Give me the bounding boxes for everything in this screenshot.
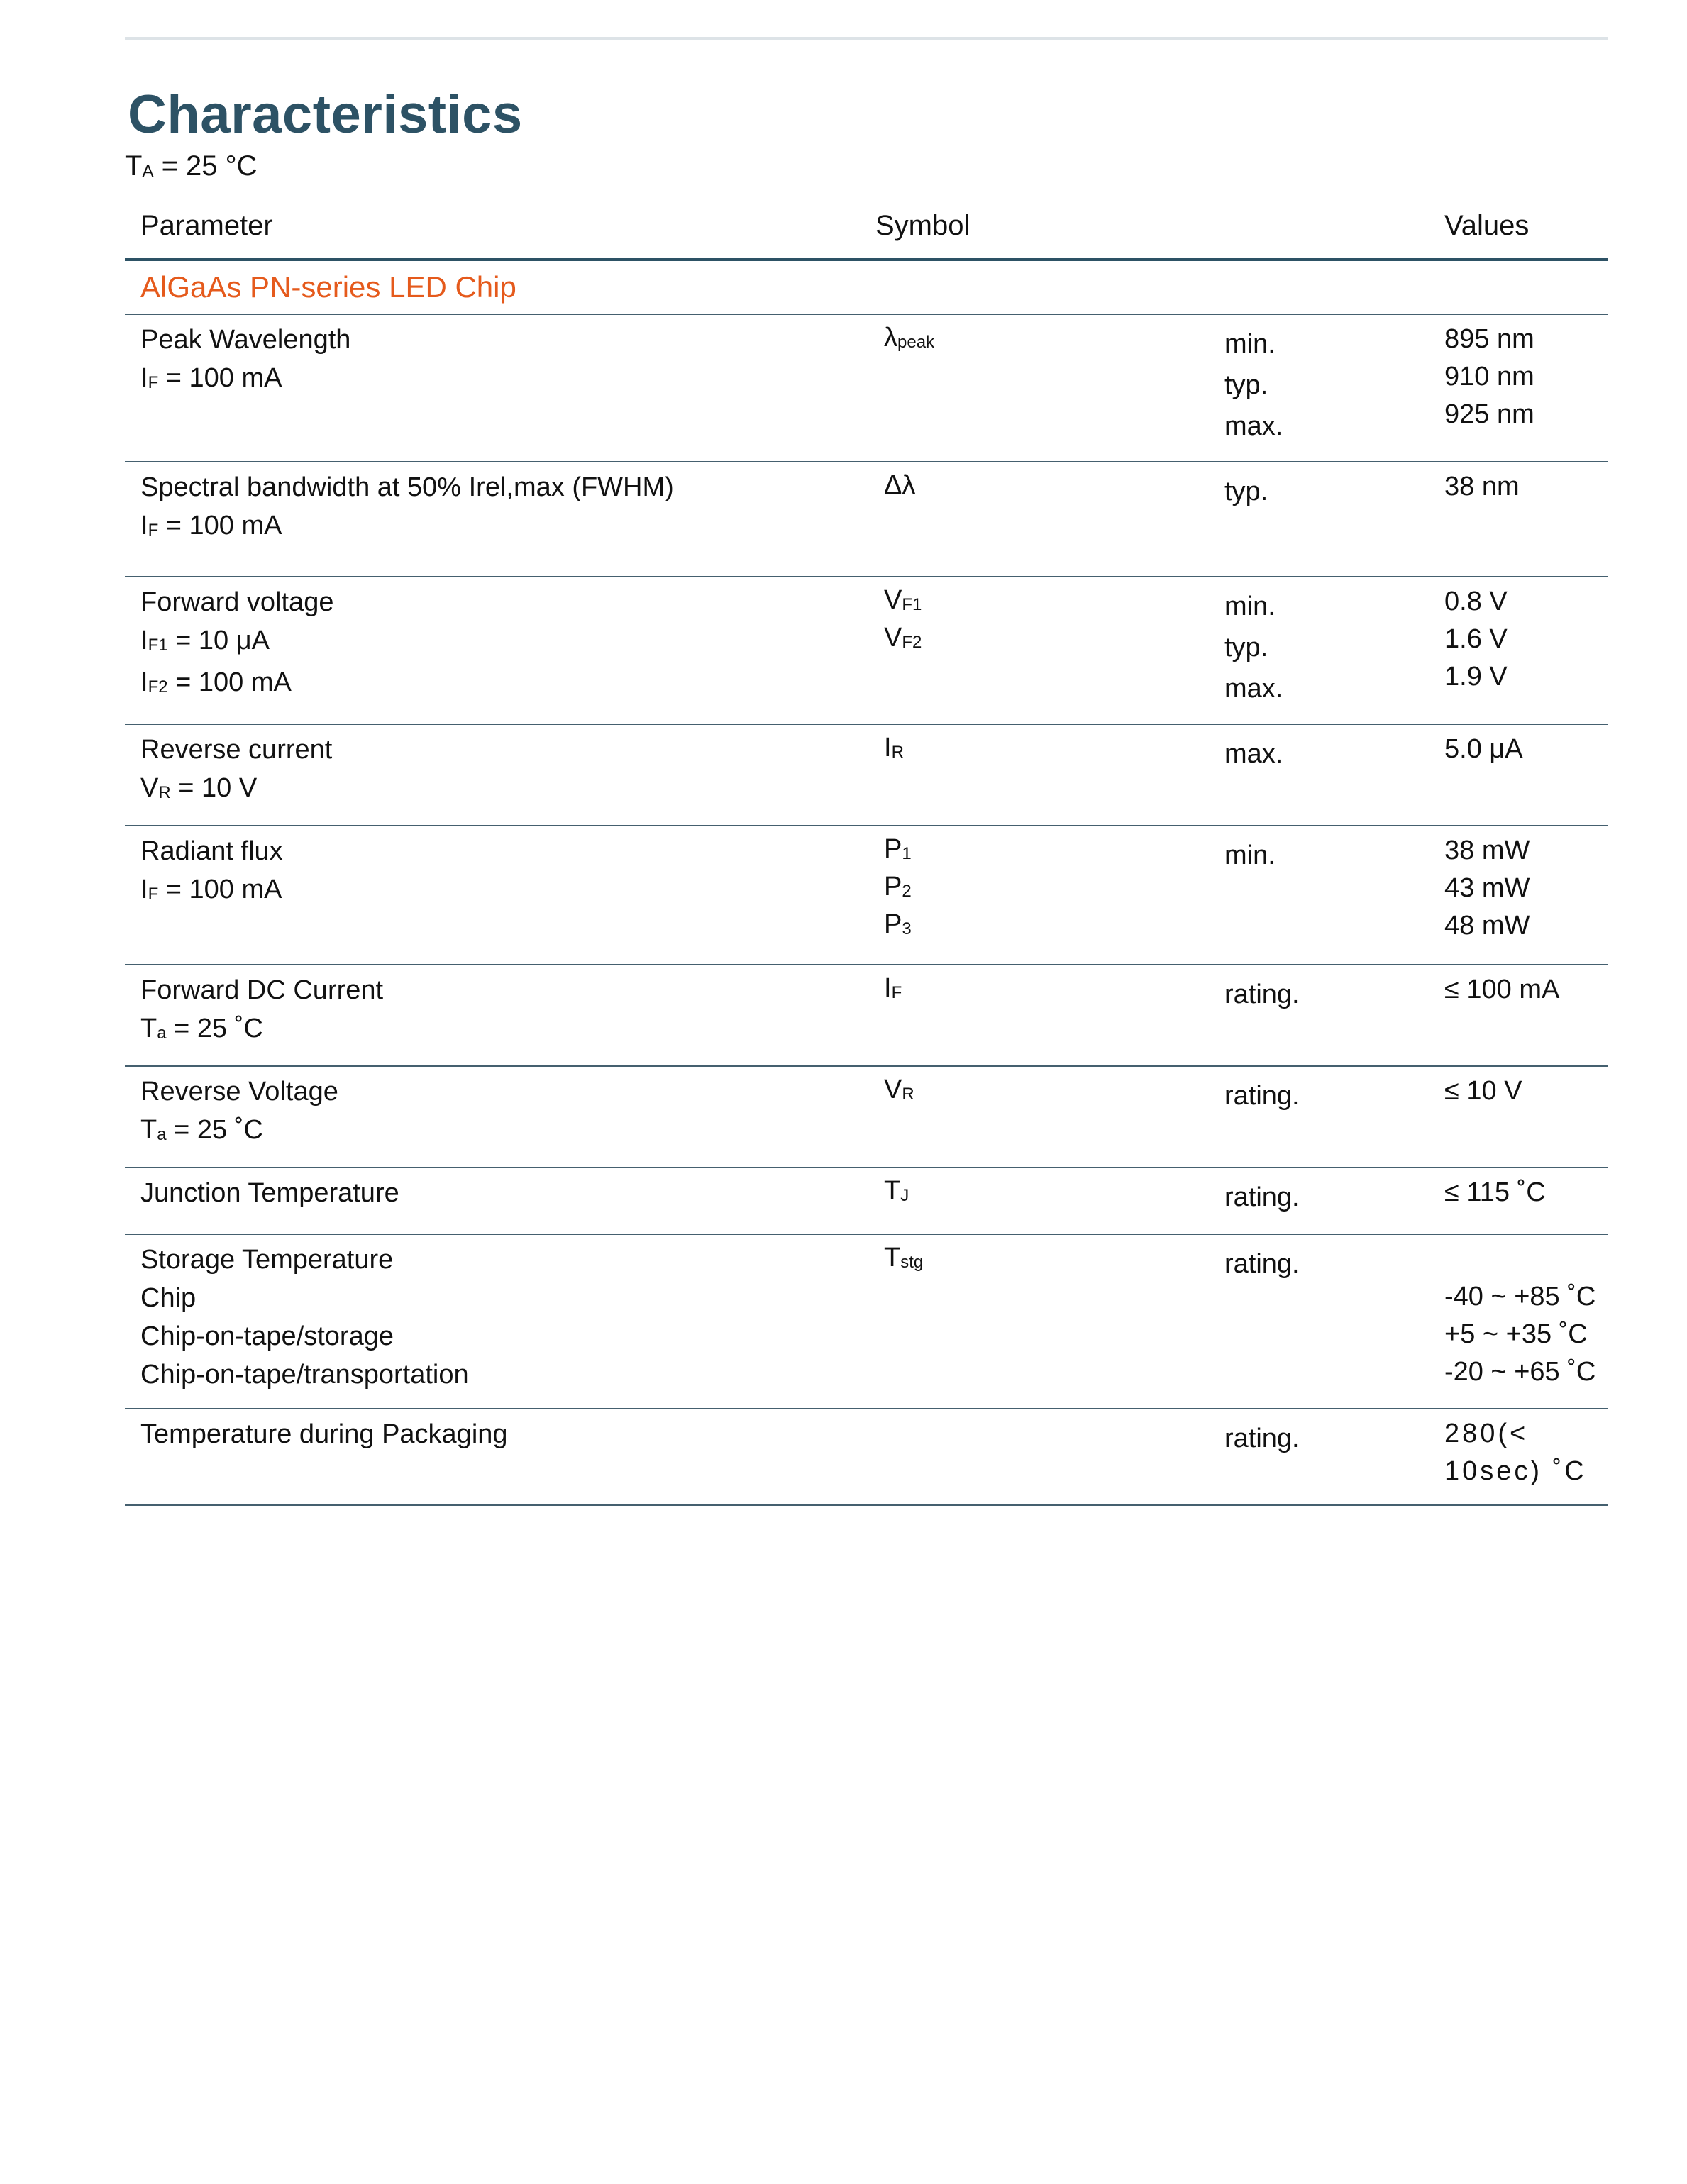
qualifier-cell [1224,965,1444,1066]
qualifier-cell [1224,1409,1444,1505]
parameter-line: IF = 100 mA [140,363,282,393]
parameter-cell [125,724,860,826]
qualifier-line: rating. [1224,1182,1300,1212]
table-row [125,826,1608,965]
symbol-cell [860,314,1224,462]
symbol-line: VR [884,1075,914,1104]
parameter-line: Ta = 25 ˚C [140,1014,263,1043]
qualifier-line: typ. [1224,477,1268,506]
value-cell [1444,1066,1608,1168]
symbol-line: P3 [884,909,912,939]
value-line: 925 nm [1444,399,1534,429]
parameter-line: IF2 = 100 mA [140,667,292,697]
value-line: 910 nm [1444,362,1534,392]
qualifier-cell [1224,724,1444,826]
symbol-line: IF [884,973,902,1003]
parameter-cell [125,462,860,577]
header-values: Values [1444,194,1608,260]
parameter-line: Reverse Voltage [140,1077,338,1107]
symbol-cell [860,724,1224,826]
symbol-line: P1 [884,834,912,864]
parameter-line: Forward voltage [140,587,334,617]
parameter-line: Chip-on-tape/transportation [140,1360,469,1390]
symbol-cell [860,1234,1224,1409]
value-cell [1444,314,1608,462]
parameter-line: Storage Temperature [140,1245,394,1275]
top-rule [125,37,1608,40]
qualifier-line: min. [1224,592,1276,621]
value-cell [1444,462,1608,577]
symbol-line: Δλ [884,470,916,500]
value-line [1444,1241,1608,1278]
parameter-cell [125,1066,860,1168]
table-row [125,1066,1608,1168]
value-cell [1444,965,1608,1066]
value-line: 10sec) ˚C [1444,1456,1587,1486]
value-line: 38 mW [1444,836,1530,865]
value-line: ≤ 115 ˚C [1444,1177,1546,1207]
qualifier-line: typ. [1224,633,1268,663]
characteristics-table [125,194,1608,1506]
parameter-cell [125,577,860,724]
qualifier-line: typ. [1224,370,1268,400]
symbol-cell [860,826,1224,965]
parameter-line: IF1 = 10 μA [140,626,270,655]
value-line: 38 nm [1444,472,1520,501]
parameter-line: Radiant flux [140,836,283,866]
symbol-line: TJ [884,1176,909,1206]
qualifier-line: rating. [1224,1249,1300,1279]
parameter-line: Junction Temperature [140,1178,399,1208]
parameter-line: Peak Wavelength [140,325,351,355]
value-line: ≤ 10 V [1444,1076,1522,1106]
page-title: Characteristics [128,84,523,145]
value-line: 1.9 V [1444,662,1508,692]
parameter-line: VR = 10 V [140,773,258,803]
qualifier-line: max. [1224,674,1283,704]
table-row [125,724,1608,826]
symbol-cell [860,1409,1224,1505]
symbol-cell [860,1168,1224,1234]
section-title: AlGaAs PN-series LED Chip [125,260,1608,314]
qualifier-cell [1224,462,1444,577]
parameter-cell [125,1234,860,1409]
value-line: ≤ 100 mA [1444,975,1560,1004]
header-blank [1224,194,1444,260]
symbol-line: Tstg [884,1243,924,1273]
symbol-line: P2 [884,872,912,902]
parameter-cell [125,314,860,462]
symbol-cell [860,965,1224,1066]
value-cell [1444,724,1608,826]
table-body [125,260,1608,1505]
parameter-line: Ta = 25 ˚C [140,1115,263,1145]
qualifier-line: rating. [1224,980,1300,1009]
table-row [125,1234,1608,1409]
qualifier-cell [1224,314,1444,462]
parameter-line: Reverse current [140,735,333,765]
value-line: 895 nm [1444,324,1534,354]
value-line: -20 ~ +65 ˚C [1444,1357,1596,1387]
table-header-row [125,194,1608,260]
header-symbol: Symbol [860,194,1224,260]
symbol-cell [860,1066,1224,1168]
qualifier-cell [1224,577,1444,724]
table-row [125,1409,1608,1505]
ambient-condition: $T_A = 25$ °C [125,150,258,182]
symbol-cell [860,577,1224,724]
value-line: 280(< [1444,1419,1529,1448]
value-line: 0.8 V [1444,587,1508,616]
parameter-cell [125,826,860,965]
parameter-line: IF = 100 mA [140,875,282,904]
symbol-line: IR [884,733,904,763]
parameter-line: Forward DC Current [140,975,384,1005]
qualifier-cell [1224,826,1444,965]
parameter-cell [125,1409,860,1505]
value-cell [1444,1168,1608,1234]
table-row [125,314,1608,462]
value-line: 5.0 μA [1444,734,1523,764]
value-line: 43 mW [1444,873,1530,903]
table-row [125,1168,1608,1234]
value-cell [1444,1409,1608,1505]
value-line: 1.6 V [1444,624,1508,654]
value-line: 48 mW [1444,911,1530,941]
header-parameter: Parameter [125,194,860,260]
qualifier-line: rating. [1224,1424,1300,1453]
qualifier-cell [1224,1168,1444,1234]
symbol-line: VF2 [884,623,922,653]
symbol-cell [860,462,1224,577]
value-line: +5 ~ +35 ˚C [1444,1319,1588,1349]
parameter-line: Chip-on-tape/storage [140,1321,394,1351]
parameter-cell [125,965,860,1066]
value-cell [1444,826,1608,965]
qualifier-cell [1224,1066,1444,1168]
table-row [125,462,1608,577]
parameter-cell [125,1168,860,1234]
value-cell [1444,577,1608,724]
table-row [125,577,1608,724]
value-line: -40 ~ +85 ˚C [1444,1282,1596,1312]
parameter-line: Spectral bandwidth at 50% Irel,max (FWHM) [140,472,674,502]
symbol-line: λpeak [884,323,935,353]
value-cell [1444,1234,1608,1409]
qualifier-line: rating. [1224,1081,1300,1111]
qualifier-line: min. [1224,329,1276,359]
parameter-line: Chip [140,1283,197,1313]
section-row [125,260,1608,314]
parameter-line: Temperature during Packaging [140,1419,508,1449]
symbol-line: VF1 [884,585,922,615]
qualifier-line: min. [1224,841,1276,870]
parameter-line: IF = 100 mA [140,511,282,541]
table-row [125,965,1608,1066]
qualifier-line: max. [1224,411,1283,441]
qualifier-line: max. [1224,739,1283,769]
qualifier-cell [1224,1234,1444,1409]
